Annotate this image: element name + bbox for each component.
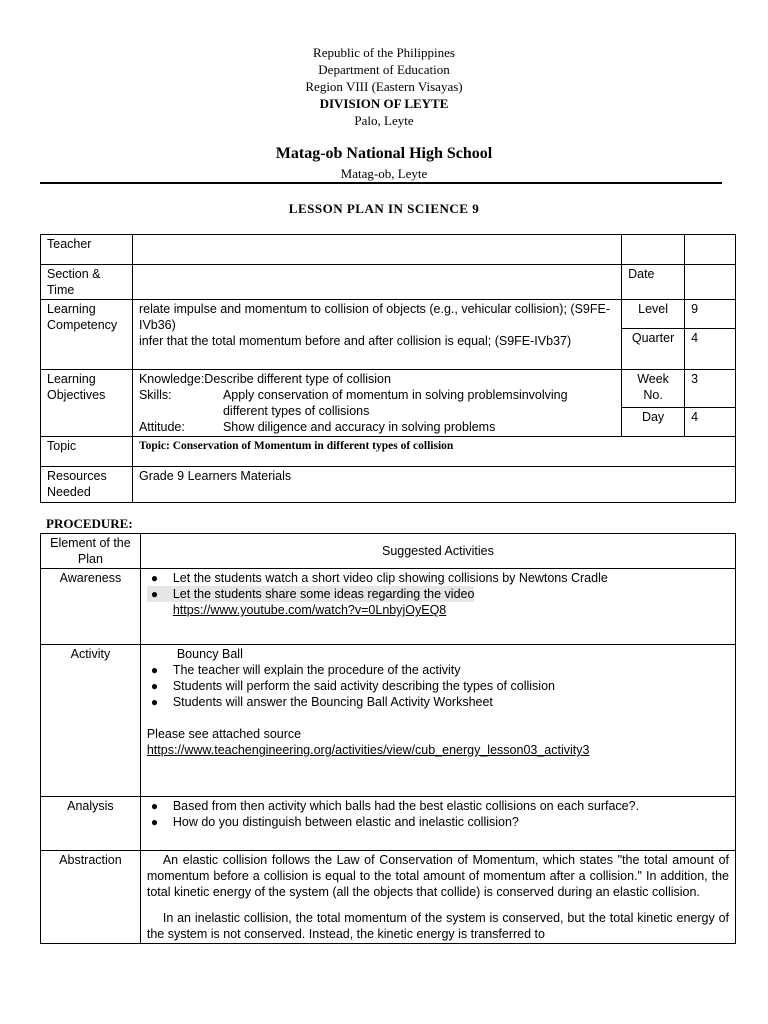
activity-title: Bouncy Ball (176, 647, 243, 661)
date-value (685, 265, 736, 300)
activity-row (41, 645, 736, 797)
procedure-heading: PROCEDURE: (46, 516, 133, 531)
school-name: Matag-ob National High School (275, 145, 493, 162)
competency-line-2: infer that the total momentum before and after collision is equal; (S9FE-IVb37) (138, 334, 572, 348)
awareness-label: Awareness (41, 569, 141, 645)
analysis-label: Analysis (41, 797, 141, 851)
list-item: ● Students will answer the Bouncing Ball Activity Worksheet (147, 694, 729, 710)
bullet-icon: ● (150, 799, 159, 813)
resources-label: Resources Needed (41, 467, 133, 503)
list-item: ● Based from then activity which balls had the best elastic collisions on each surface?. (147, 798, 729, 814)
level-label: Level (622, 300, 685, 329)
list-item: ● Students will perform the said activity describing the types of collision (147, 678, 729, 694)
skills-text: Apply conservation of momentum in solving problemsinvolving different types of collisions (222, 388, 568, 418)
abstraction-paragraph-2: In an inelastic collision, the total momentum of the system is conserved, but the total kinetic energy of the system is not conserved. Instead, the kinetic energy is transferred to (146, 911, 729, 941)
bullet-icon: ● (147, 586, 173, 602)
section-value (132, 265, 621, 300)
abstraction-label: Abstraction (41, 851, 141, 944)
day-label: Day (622, 407, 685, 436)
procedure-table (40, 533, 736, 944)
video-link[interactable]: https://www.youtube.com/watch?v=0LnbyjOyEQ8 (172, 603, 447, 617)
page-title: LESSON PLAN IN SCIENCE 9 (288, 201, 480, 216)
activity-source: Please see attached source (146, 727, 302, 741)
division-line: DIVISION OF LEYTE (319, 96, 449, 111)
list-item: ● How do you distinguish between elastic and inelastic collision? (147, 814, 729, 830)
region-line: Region VIII (Eastern Visayas) (305, 79, 463, 94)
republic-line: Republic of the Philippines (313, 45, 455, 60)
objectives-value (132, 370, 621, 437)
topic-value: Topic: Conservation of Momentum in different types of collision (132, 437, 735, 467)
level-value: 9 (685, 300, 736, 329)
bullet-icon: ● (150, 571, 159, 585)
school-location: Matag-ob, Leyte (340, 166, 428, 181)
activity-link[interactable]: https://www.teachengineering.org/activities/view/cub_energy_lesson03_activity3 (146, 743, 590, 757)
header-rule (40, 182, 722, 184)
skills-label: Skills: (138, 388, 172, 402)
analysis-row (41, 797, 736, 851)
teacher-row (41, 235, 736, 265)
activity-label: Activity (41, 645, 141, 797)
list-item: ● Let the students watch a short video clip showing collisions by Newtons Cradle (147, 570, 729, 586)
teacher-label: Teacher (41, 235, 133, 265)
topic-row (41, 437, 736, 467)
list-item: ● The teacher will explain the procedure of the activity (147, 662, 729, 678)
teacher-value (132, 235, 621, 265)
procedure-header-row (41, 534, 736, 569)
knowledge-line: Knowledge:Describe different type of collision (138, 372, 391, 386)
lesson-info-table (40, 234, 736, 503)
attitude-label: Attitude: (138, 420, 185, 434)
attitude-text: Show diligence and accuracy in solving problems (222, 420, 496, 434)
element-header: Element of the Plan (41, 534, 141, 569)
week-value: 3 (685, 370, 736, 408)
section-label: Section & Time (41, 265, 133, 300)
quarter-label: Quarter (622, 329, 685, 370)
objectives-label: Learning Objectives (41, 370, 133, 437)
week-label: Week No. (622, 370, 685, 408)
date-label: Date (622, 265, 685, 300)
quarter-value: 4 (685, 329, 736, 370)
section-row (41, 265, 736, 300)
awareness-row (41, 569, 736, 645)
objectives-row (41, 370, 736, 408)
department-line: Department of Education (318, 62, 450, 77)
competency-line-1: relate impulse and momentum to collision of objects (e.g., vehicular collision); (S9FE-IVb36) (138, 302, 611, 332)
bullet-icon: ● (150, 815, 159, 829)
bullet-icon: ● (150, 663, 159, 677)
day-value: 4 (685, 407, 736, 436)
abstraction-row (41, 851, 736, 944)
list-item: ● Let the students share some ideas regarding the video (147, 586, 729, 602)
abstraction-paragraph-1: An elastic collision follows the Law of Conservation of Momentum, which states "the total amount of momentum before a collision is equal to the total amount of momentum after a collision." In addition, the total kinetic energy of the system (all the objects that collide) is conserved during an elastic collision. (146, 853, 729, 899)
topic-label: Topic (41, 437, 133, 467)
resources-value: Grade 9 Learners Materials (132, 467, 735, 503)
bullet-icon: ● (150, 679, 159, 693)
competency-value (132, 300, 621, 370)
resources-row (41, 467, 736, 503)
city-line: Palo, Leyte (354, 113, 414, 128)
activities-header: Suggested Activities (140, 534, 735, 569)
competency-row (41, 300, 736, 329)
competency-label: Learning Competency (41, 300, 133, 370)
bullet-icon: ● (150, 695, 159, 709)
